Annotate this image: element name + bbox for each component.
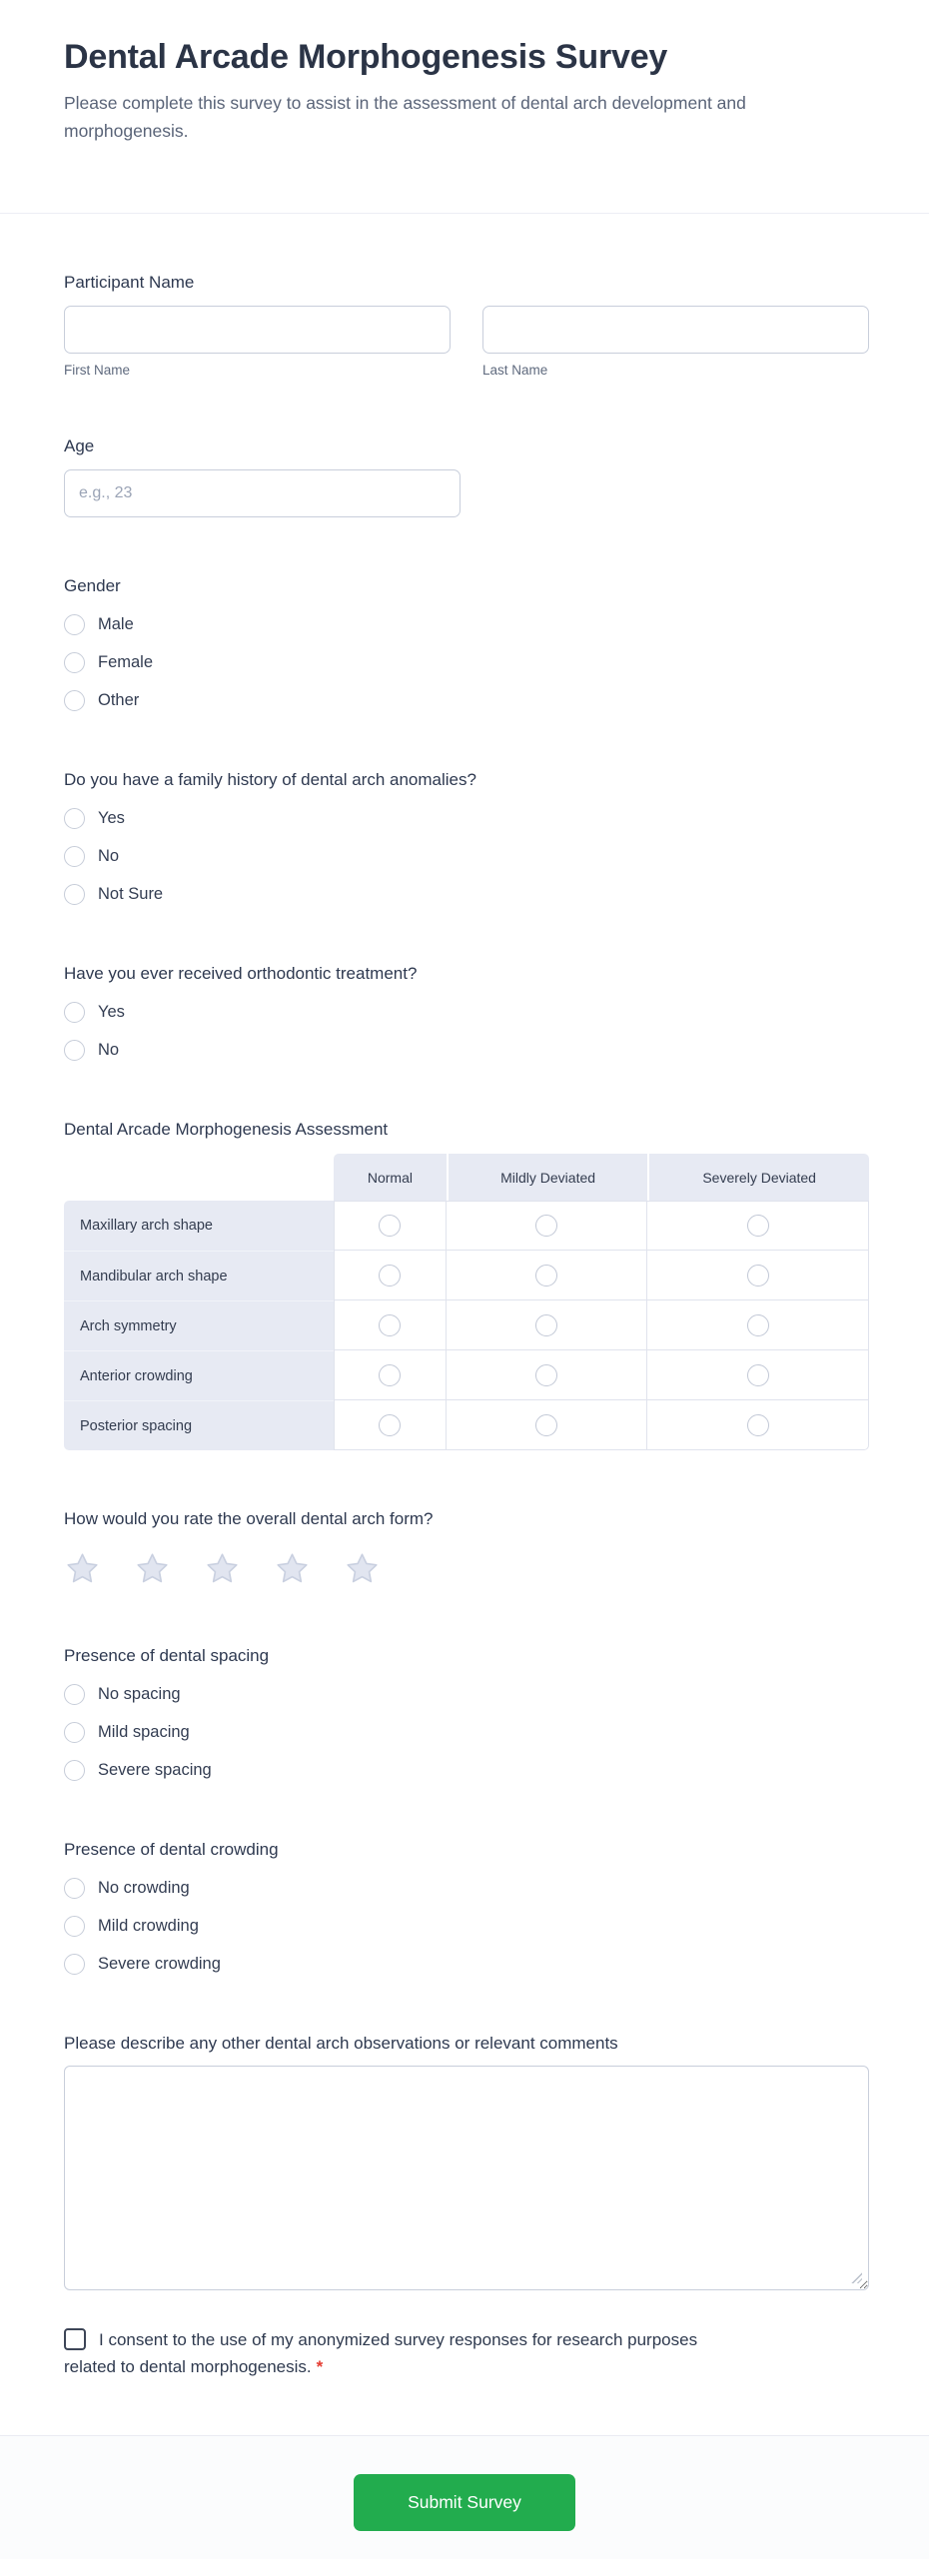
- section-comments: [64, 2033, 869, 2290]
- family-history-label: Do you have a family history of dental arch anomalies?: [64, 770, 476, 789]
- matrix-radio[interactable]: [379, 1215, 401, 1237]
- matrix-radio[interactable]: [747, 1364, 769, 1386]
- section-participant-name: [64, 272, 869, 378]
- radio-icon[interactable]: [64, 690, 85, 711]
- last-name-sublabel: Last Name: [482, 363, 548, 378]
- radio-icon[interactable]: [64, 808, 85, 829]
- matrix-radio[interactable]: [535, 1265, 557, 1287]
- table-row: [64, 1350, 869, 1400]
- table-row: [64, 1300, 869, 1350]
- gender-option-female[interactable]: [64, 652, 869, 673]
- page-title: Dental Arcade Morphogenesis Survey: [64, 38, 668, 76]
- star-icon[interactable]: [274, 1551, 311, 1587]
- spacing-option-mild[interactable]: [64, 1722, 869, 1743]
- spacing-option-severe[interactable]: [64, 1760, 869, 1781]
- radio-icon[interactable]: [64, 1954, 85, 1975]
- radio-icon[interactable]: [64, 652, 85, 673]
- table-row: [64, 1251, 869, 1300]
- matrix-col-header: Normal: [334, 1154, 447, 1201]
- table-row: [64, 1201, 869, 1251]
- family-history-option-yes[interactable]: [64, 808, 869, 829]
- family-history-option-not-sure[interactable]: [64, 884, 869, 905]
- age-input[interactable]: [64, 469, 461, 517]
- form-header: [0, 0, 929, 214]
- matrix-row-label: Arch symmetry: [64, 1300, 334, 1350]
- radio-icon[interactable]: [64, 846, 85, 867]
- consent-label: I consent to the use of my anonymized survey responses for research purposes related to dental morphogenesis.: [64, 2330, 698, 2376]
- radio-icon[interactable]: [64, 1760, 85, 1781]
- matrix-radio[interactable]: [535, 1414, 557, 1436]
- option-label: Yes: [98, 1003, 125, 1021]
- section-gender: [64, 575, 869, 711]
- matrix-radio[interactable]: [379, 1414, 401, 1436]
- section-assessment-matrix: [64, 1119, 869, 1450]
- first-name-input[interactable]: [64, 306, 451, 354]
- option-label: Female: [98, 653, 154, 671]
- radio-icon[interactable]: [64, 1916, 85, 1937]
- matrix-radio[interactable]: [747, 1314, 769, 1336]
- assessment-matrix-table: [64, 1154, 869, 1450]
- comments-label: Please describe any other dental arch observations or relevant comments: [64, 2034, 618, 2053]
- section-age: [64, 435, 869, 517]
- spacing-label: Presence of dental spacing: [64, 1646, 270, 1665]
- last-name-input[interactable]: [482, 306, 869, 354]
- option-label: Not Sure: [98, 885, 164, 903]
- radio-icon[interactable]: [64, 1878, 85, 1899]
- matrix-radio[interactable]: [747, 1414, 769, 1436]
- crowding-option-severe[interactable]: [64, 1954, 869, 1975]
- first-name-sublabel: First Name: [64, 363, 131, 378]
- option-label: Severe spacing: [98, 1761, 212, 1779]
- family-history-option-no[interactable]: [64, 846, 869, 867]
- radio-icon[interactable]: [64, 1722, 85, 1743]
- star-rating: [64, 1551, 869, 1587]
- radio-icon[interactable]: [64, 614, 85, 635]
- consent-checkbox[interactable]: [64, 2328, 86, 2350]
- section-family-history: [64, 769, 869, 905]
- age-label: Age: [64, 436, 95, 455]
- option-label: Mild spacing: [98, 1723, 190, 1741]
- gender-label: Gender: [64, 576, 121, 595]
- comments-textarea[interactable]: [64, 2066, 869, 2290]
- section-rating: [64, 1508, 869, 1587]
- section-spacing: [64, 1645, 869, 1781]
- radio-icon[interactable]: [64, 1002, 85, 1023]
- table-row: [64, 1400, 869, 1450]
- required-asterisk: *: [316, 2357, 324, 2376]
- matrix-row-label: Posterior spacing: [64, 1400, 334, 1450]
- orthodontic-option-yes[interactable]: [64, 1002, 869, 1023]
- matrix-radio[interactable]: [535, 1215, 557, 1237]
- option-label: Other: [98, 691, 140, 709]
- option-label: No spacing: [98, 1685, 181, 1703]
- gender-option-other[interactable]: [64, 690, 869, 711]
- matrix-corner-cell: [64, 1154, 334, 1201]
- form-footer: [0, 2435, 929, 2559]
- option-label: Mild crowding: [98, 1917, 199, 1935]
- form-body: [0, 272, 929, 2435]
- spacing-option-none[interactable]: [64, 1684, 869, 1705]
- rating-label: How would you rate the overall dental arch form?: [64, 1509, 434, 1528]
- gender-option-male[interactable]: [64, 614, 869, 635]
- section-orthodontic: [64, 963, 869, 1061]
- star-icon[interactable]: [204, 1551, 241, 1587]
- radio-icon[interactable]: [64, 884, 85, 905]
- matrix-radio[interactable]: [747, 1215, 769, 1237]
- matrix-radio[interactable]: [535, 1314, 557, 1336]
- orthodontic-option-no[interactable]: [64, 1040, 869, 1061]
- matrix-col-header: Severely Deviated: [647, 1154, 869, 1201]
- matrix-label: Dental Arcade Morphogenesis Assessment: [64, 1120, 389, 1139]
- option-label: Male: [98, 615, 134, 633]
- option-label: No crowding: [98, 1879, 190, 1897]
- matrix-radio[interactable]: [379, 1314, 401, 1336]
- radio-icon[interactable]: [64, 1684, 85, 1705]
- option-label: No: [98, 847, 120, 865]
- crowding-option-mild[interactable]: [64, 1916, 869, 1937]
- star-icon[interactable]: [134, 1551, 171, 1587]
- crowding-label: Presence of dental crowding: [64, 1840, 279, 1859]
- matrix-row-label: Maxillary arch shape: [64, 1201, 334, 1251]
- option-label: Yes: [98, 809, 125, 827]
- section-crowding: [64, 1839, 869, 1975]
- matrix-radio[interactable]: [379, 1265, 401, 1287]
- orthodontic-label: Have you ever received orthodontic treatment?: [64, 964, 418, 983]
- matrix-radio[interactable]: [379, 1364, 401, 1386]
- matrix-radio[interactable]: [747, 1265, 769, 1287]
- star-icon[interactable]: [64, 1551, 101, 1587]
- consent-row: [64, 2326, 725, 2380]
- option-label: Severe crowding: [98, 1955, 221, 1973]
- matrix-radio[interactable]: [535, 1364, 557, 1386]
- matrix-row-label: Anterior crowding: [64, 1350, 334, 1400]
- option-label: No: [98, 1041, 120, 1059]
- matrix-col-header: Mildly Deviated: [447, 1154, 648, 1201]
- radio-icon[interactable]: [64, 1040, 85, 1061]
- form-subtitle: Please complete this survey to assist in the assessment of dental arch development and morphogenesis.: [64, 93, 746, 141]
- star-icon[interactable]: [344, 1551, 381, 1587]
- matrix-row-label: Mandibular arch shape: [64, 1251, 334, 1300]
- crowding-option-none[interactable]: [64, 1878, 869, 1899]
- participant-name-label: Participant Name: [64, 273, 195, 292]
- submit-button[interactable]: Submit Survey: [354, 2474, 575, 2531]
